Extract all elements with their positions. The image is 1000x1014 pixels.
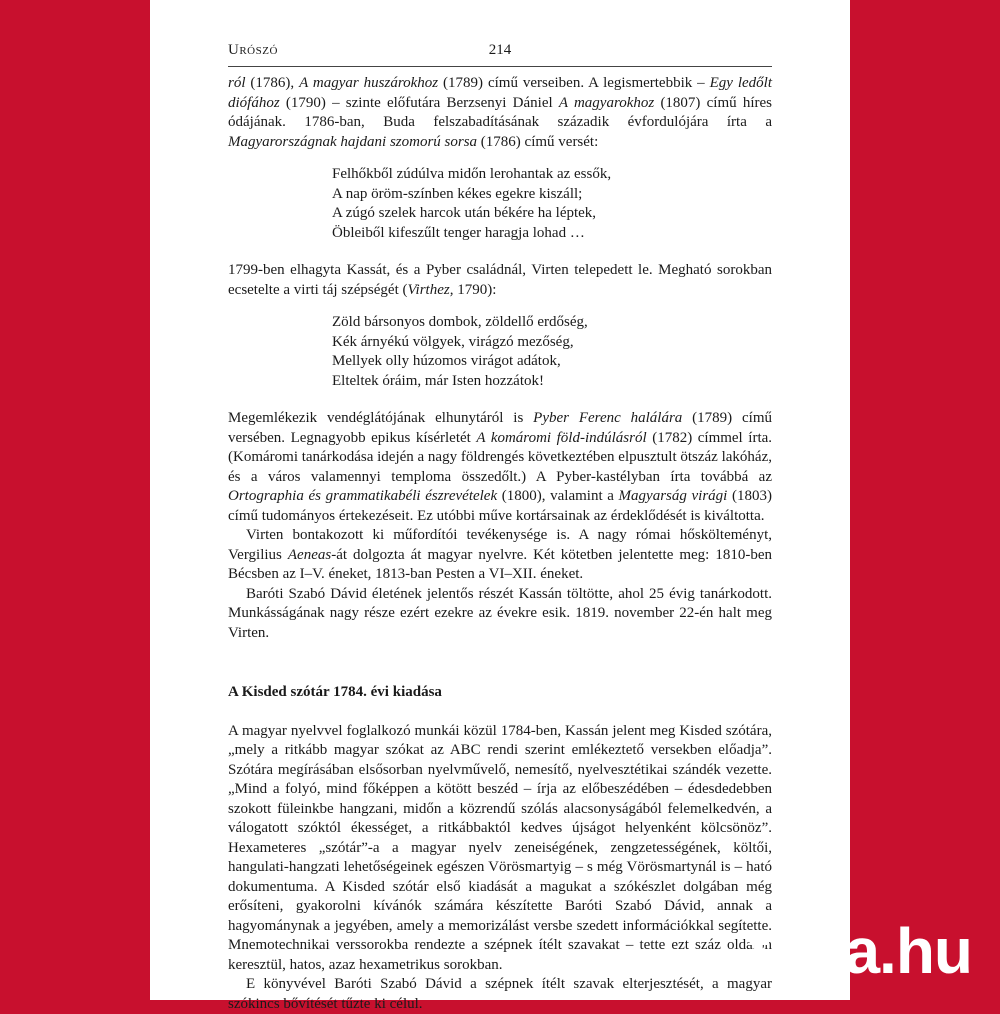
poem-line: Kék árnyékú völgyek, virágzó mezőség,: [332, 333, 574, 350]
page-body: [228, 74, 772, 1014]
paragraph: E könyvével Baróti Szabó Dávid a szépnek ítélt szavak elterjesztését, a magyar szókincs bővítését tűzte ki célul.: [228, 976, 772, 1012]
poem-line: A zúgó szelek harcok után békére ha léptek,: [332, 205, 597, 221]
paragraph: 1799-ben elhagyta Kassát, és a Pyber családnál, Virten telepedett le. Megható sorokban ecsetelte a virti táj szépségét (Virthez, 1790):: [228, 262, 772, 298]
book-page: [150, 0, 850, 1012]
page-header: [228, 42, 772, 62]
section-heading: A Kisded szótár 1784. évi kiadása: [228, 684, 442, 700]
header-rule: [228, 66, 772, 67]
paragraph: Baróti Szabó Dávid életének jelentős részét Kassán töltötte, ahol 25 évig tanárkodott. Munkásságának nagy része ezért ezekre az évekre esik. 1819. november 22-én halt meg Virten.: [228, 585, 772, 641]
poem-line: Elteltek óráim, már Isten hozzátok!: [332, 372, 544, 389]
watermark-logo: [749, 914, 972, 988]
paragraph: A magyar nyelvvel foglalkozó munkái közül 1784-ben, Kassán jelent meg Kisded szótára, „mely a ritkább magyar szókat az ABC rendi szerint emlékeztető versekben előadja”. Szótára megírásában elsősorban nyelvművelő, nemesítő, nyelvesztétikai szándék vezette. „Mind a folyó, mind főképpen a kötött beszéd – írja az előbeszédében – édesdedebben szokott füleinkbe hangzani, midőn a közrendű szólás alacsonyságából felemelkedvén, a válogatott szóktól ékességet, a ritkábbaktól kedves újságot helyenként kölcsönöz”. Hexameteres „szótár”-a a magyar nyelv zeneiségének, zengzetességének, költői, hangulati-hangzati lehetőségeinek egészen Vörösmartyig – s még Vörösmartynál is – ható dokumentuma. A Kisded szótár első kiadását a magukat a szókészlet dolgában még erősíteni, gyakorolni kívánók számára készítette Baróti Szabó Dávid, annak a hagyománynak a jegyében, amely a memorizálást versbe szedett információkkal segítette. Mnemotechnikai verssorokba rendezte a szépnek ítélt szavakat – tette ezt száz oldalon keresztül, hatos, azaz hexametrikus sorokban.: [228, 722, 772, 973]
poem-quote: [228, 313, 772, 391]
paragraph: ról (1786), A magyar huszárokhoz (1789) című verseiben. A legismertebbik – Egy ledőlt diófához (1790) – szinte előfutára Berzsenyi Dániel A magyarokhoz (1807) című híres ódájának. 1786-ban, Buda felszabadításának századik évfordulójára írta a Magyarországnak hajdani szomorú sorsa (1786) című versét:: [228, 75, 773, 150]
running-title: Urószó: [228, 42, 278, 58]
paragraph: Virten bontakozott ki műfordítói tevékenysége is. A nagy római hőskölteményt, Vergilius Aeneas-át dolgozta át magyar nyelvre. Két kötetben jelentette meg: 1810-ben Bécsben az I–V. éneket, 1813-ban Pesten a VI–XII. éneket.: [228, 527, 772, 582]
poem-line: Mellyek olly húzomos virágot adátok,: [332, 353, 561, 369]
watermark-text: tinta.hu: [748, 915, 972, 987]
poem-line: Felhőkből zúdúlva midőn lerohantak az essők,: [332, 166, 612, 182]
page-number: 214: [488, 42, 512, 58]
poem-line: Zöld bársonyos dombok, zöldellő erdőség,: [332, 314, 588, 330]
paragraph: Megemlékezik vendéglátójának elhunytáról is Pyber Ferenc halálára (1789) című versében. Legnagyobb epikus kísérletét A komáromi föld-indúlásról (1782) címmel írta. (Komáromi tanárkodása idején a nagy földrengés következtében elpusztult ötszáz lakóház, és a város valamennyi temploma összedőlt.) A Pyber-kastélyban írta továbbá az Ortographia és grammatikabéli észrevételek (1800), valamint a Magyarság virági (1803) című tudományos értekezéseit. Ez utóbbi műve kortársainak az érdeklődését is kiváltotta.: [228, 410, 773, 524]
poem-line: Öbleiből kifeszűlt tenger haragja lohad …: [332, 224, 585, 241]
poem-line: A nap öröm-színben kékes egekre kiszáll;: [332, 185, 583, 202]
poem-quote: [228, 165, 772, 243]
